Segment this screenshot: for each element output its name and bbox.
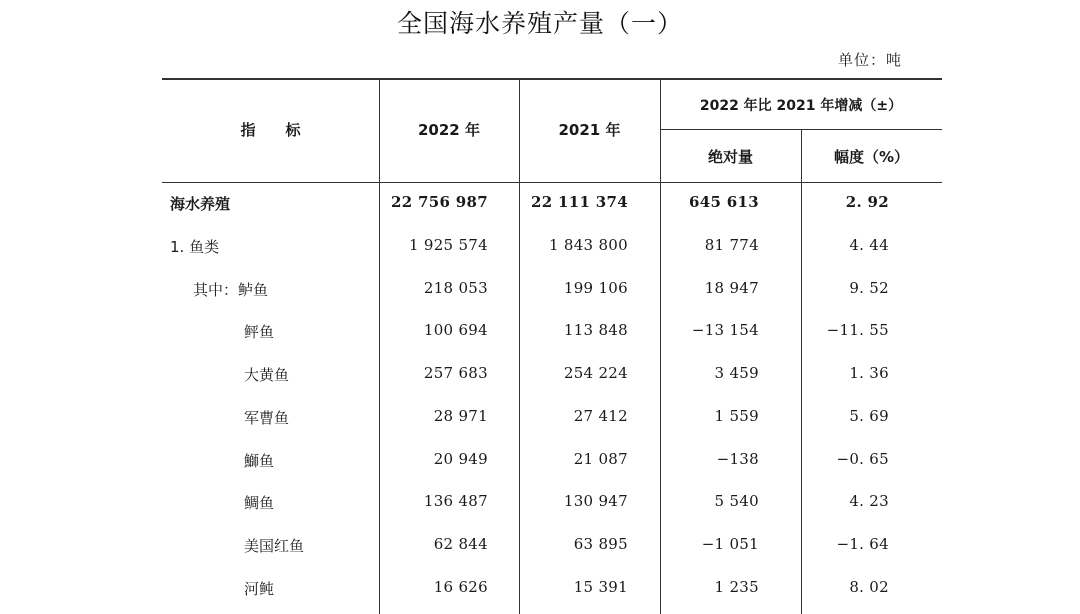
column-divider: [379, 79, 380, 614]
cell-v2022: 16 626: [433, 578, 488, 596]
cell-v2021: 130 947: [563, 492, 628, 510]
cell-abs: −1 051: [701, 535, 759, 553]
cell-abs: 3 459: [714, 364, 759, 382]
row-label: 鲆鱼: [244, 323, 275, 341]
cell-v2021: 199 106: [563, 279, 628, 297]
cell-v2021: 1 843 800: [548, 236, 628, 254]
cell-rate: −0. 65: [836, 450, 889, 468]
cell-v2021: 21 087: [573, 450, 628, 468]
cell-abs: 18 947: [704, 279, 759, 297]
cell-v2022: 22 756 987: [391, 193, 488, 211]
table-top-rule: [162, 78, 942, 80]
cell-rate: 8. 02: [849, 578, 889, 596]
row-label: 1. 鱼类: [170, 238, 220, 256]
header-bottom-rule: [162, 182, 942, 183]
row-label: 河鲀: [244, 580, 275, 598]
cell-v2022: 257 683: [423, 364, 488, 382]
cell-v2022: 100 694: [423, 321, 488, 339]
row-label: 海水养殖: [170, 195, 231, 213]
cell-v2021: 63 895: [573, 535, 628, 553]
cell-abs: −138: [716, 450, 759, 468]
cell-abs: −13 154: [691, 321, 759, 339]
header-change: 2022 年比 2021 年增减（±）: [699, 98, 903, 114]
cell-rate: 5. 69: [849, 407, 889, 425]
row-label: 鰤鱼: [244, 452, 275, 470]
row-label: 军曹鱼: [244, 409, 290, 427]
cell-v2022: 136 487: [423, 492, 488, 510]
cell-rate: −11. 55: [826, 321, 889, 339]
cell-v2021: 27 412: [573, 407, 628, 425]
cell-v2022: 20 949: [433, 450, 488, 468]
cell-abs: 1 559: [714, 407, 759, 425]
header-indicator: 指 标: [240, 121, 301, 139]
cell-v2021: 254 224: [563, 364, 628, 382]
row-label: 其中：鲈鱼: [193, 281, 269, 299]
unit-label: 单位：吨: [838, 51, 903, 69]
cell-rate: 1. 36: [849, 364, 889, 382]
column-divider: [801, 129, 802, 614]
row-label: 鲷鱼: [244, 494, 275, 512]
cell-v2022: 62 844: [433, 535, 488, 553]
cell-abs: 5 540: [714, 492, 759, 510]
header-2021: 2021 年: [558, 121, 621, 139]
cell-rate: 2. 92: [845, 193, 889, 211]
header-absolute: 绝对量: [707, 148, 753, 166]
cell-abs: 645 613: [689, 193, 759, 211]
cell-v2022: 28 971: [433, 407, 488, 425]
page-title: 全国海水养殖产量（一）: [396, 9, 683, 38]
cell-rate: 9. 52: [849, 279, 889, 297]
header-rate: 幅度（%）: [833, 148, 910, 166]
row-label: 美国红鱼: [244, 537, 305, 555]
column-divider: [519, 79, 520, 614]
cell-v2022: 1 925 574: [408, 236, 488, 254]
cell-rate: 4. 44: [849, 236, 889, 254]
cell-v2021: 113 848: [563, 321, 628, 339]
cell-rate: −1. 64: [836, 535, 889, 553]
cell-v2022: 218 053: [423, 279, 488, 297]
cell-v2021: 15 391: [573, 578, 628, 596]
header-2022: 2022 年: [418, 121, 480, 139]
cell-v2021: 22 111 374: [531, 193, 628, 211]
cell-abs: 1 235: [714, 578, 759, 596]
row-label: 大黄鱼: [244, 366, 290, 384]
cell-rate: 4. 23: [849, 492, 889, 510]
cell-abs: 81 774: [704, 236, 759, 254]
